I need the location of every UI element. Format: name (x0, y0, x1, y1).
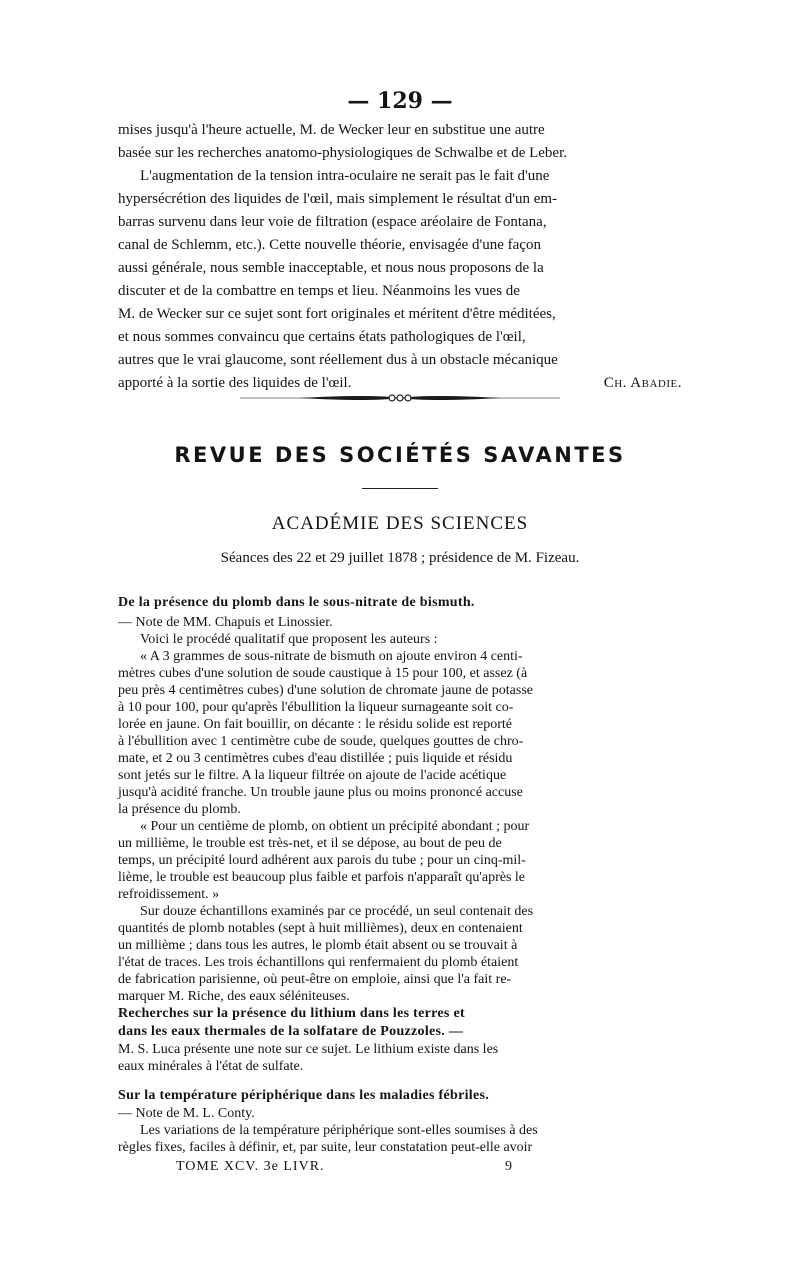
text-line: l'état de traces. Les trois échantillons qui renfermaient du plomb étaient (118, 955, 519, 970)
text-line: mètres cubes d'une solution de soude caustique à 15 pour 100, et assez (à (118, 666, 528, 681)
text-line: Sur douze échantillons examinés par ce procédé, un seul contenait des (140, 904, 534, 919)
academy-heading: ACADÉMIE DES SCIENCES (271, 513, 529, 534)
text-line: à l'ébullition avec 1 centimètre cube de soude, quelques gouttes de chro- (118, 734, 524, 749)
text-line: jusqu'à acidité franche. Un trouble jaune plus ou moins prononcé accuse (118, 785, 523, 800)
section-rule (362, 488, 438, 489)
text-line: L'augmentation de la tension intra-oculaire ne serait pas le fait d'une (140, 168, 550, 184)
page-number: — 129 — (347, 88, 453, 114)
text-line: de fabrication parisienne, où peut-être on emploie, ainsi que l'a fait re- (118, 972, 512, 987)
text-line: refroidissement. » (118, 887, 220, 902)
text-line: règles fixes, faciles à définir, et, par suite, leur constatation peut-elle avoir (118, 1140, 533, 1155)
text-line: un millième ; dans tous les autres, le plomb était absent ou se trouvait à (118, 938, 518, 953)
text-line: Les variations de la température périphérique sont-elles soumises à des (140, 1123, 538, 1138)
text-line: à 10 pour 100, pour qu'après l'ébullition la liqueur surnageante soit co- (118, 700, 514, 715)
text-line: sont jetés sur le filtre. A la liqueur filtrée on ajoute de l'acide acétique (118, 768, 507, 783)
text-line: un millième, le trouble est très-net, et il se dépose, au bout de peu de (118, 836, 502, 851)
section-title: REVUE DES SOCIÉTÉS SAVANTES (174, 443, 626, 467)
text-line: discuter et de la combattre en temps et lieu. Néanmoins les vues de (118, 283, 520, 299)
text-line: aussi générale, nous semble inacceptable, et nous nous proposons de la (118, 260, 544, 276)
text-line: lième, le trouble est beaucoup plus faible et parfois n'apparaît qu'après le (118, 870, 526, 885)
text-line: apporté à la sortie des liquides de l'œil. (118, 375, 352, 391)
text-line: la présence du plomb. (118, 802, 241, 817)
text-line: temps, un précipité lourd adhérent aux parois du tube ; pour un cinq-mil- (118, 853, 526, 868)
text-line: « A 3 grammes de sous-nitrate de bismuth on ajoute environ 4 centi- (140, 649, 523, 664)
article-title: Recherches sur la présence du lithium dans les terres et (118, 1006, 465, 1021)
article-title: Sur la température périphérique dans les maladies fébriles. (118, 1088, 490, 1103)
article-title: dans les eaux thermales de la solfatare de Pouzzoles. — (118, 1024, 464, 1039)
author-signature: Ch. Abadie. (603, 375, 682, 391)
text-line: eaux minérales à l'état de sulfate. (118, 1059, 304, 1074)
ornament-divider (240, 391, 560, 405)
text-line: barras survenu dans leur voie de filtration (espace aréolaire de Fontana, (118, 214, 547, 230)
footer-sheet-number: 9 (505, 1159, 512, 1174)
text-line: Voici le procédé qualitatif que proposent les auteurs : (140, 632, 438, 647)
text-line: mate, et 2 ou 3 centimètres cubes d'eau distillée ; puis liquide et résidu (118, 751, 513, 766)
text-line: peu près 4 centimètres cubes) d'une solution de chromate jaune de potasse (118, 683, 533, 698)
text-line: « Pour un centième de plomb, on obtient un précipité abondant ; pour (140, 819, 530, 834)
article-title: De la présence du plomb dans le sous-nitrate de bismuth. (118, 595, 475, 610)
text-line: lorée en jaune. On fait bouillir, on décante : le résidu solide est reporté (118, 717, 513, 732)
text-line: hypersécrétion des liquides de l'œil, mais simplement le résultat d'un em- (118, 191, 558, 207)
text-line: marquer M. Riche, des eaux séléniteuses. (118, 989, 350, 1004)
text-line: autres que le vrai glaucome, sont réellement dus à un obstacle mécanique (118, 352, 558, 368)
footer-signature: TOME XCV. 3e LIVR. (176, 1159, 325, 1174)
text-line: M. de Wecker sur ce sujet sont fort originales et méritent d'être méditées, (118, 306, 556, 322)
text-line: mises jusqu'à l'heure actuelle, M. de Wecker leur en substitue une autre (118, 122, 545, 138)
text-line: et nous sommes convaincu que certains états pathologiques de l'œil, (118, 329, 526, 345)
text-line: canal de Schlemm, etc.). Cette nouvelle théorie, envisagée d'une façon (118, 237, 541, 253)
sessions-line: Séances des 22 et 29 juillet 1878 ; présidence de M. Fizeau. (220, 550, 580, 566)
text-line: — Note de MM. Chapuis et Linossier. (118, 615, 333, 630)
text-line: M. S. Luca présente une note sur ce sujet. Le lithium existe dans les (118, 1042, 499, 1057)
text-line: — Note de M. L. Conty. (118, 1106, 255, 1121)
text-line: quantités de plomb notables (sept à huit millièmes), deux en contenaient (118, 921, 523, 936)
text-line: basée sur les recherches anatomo-physiologiques de Schwalbe et de Leber. (118, 145, 568, 161)
